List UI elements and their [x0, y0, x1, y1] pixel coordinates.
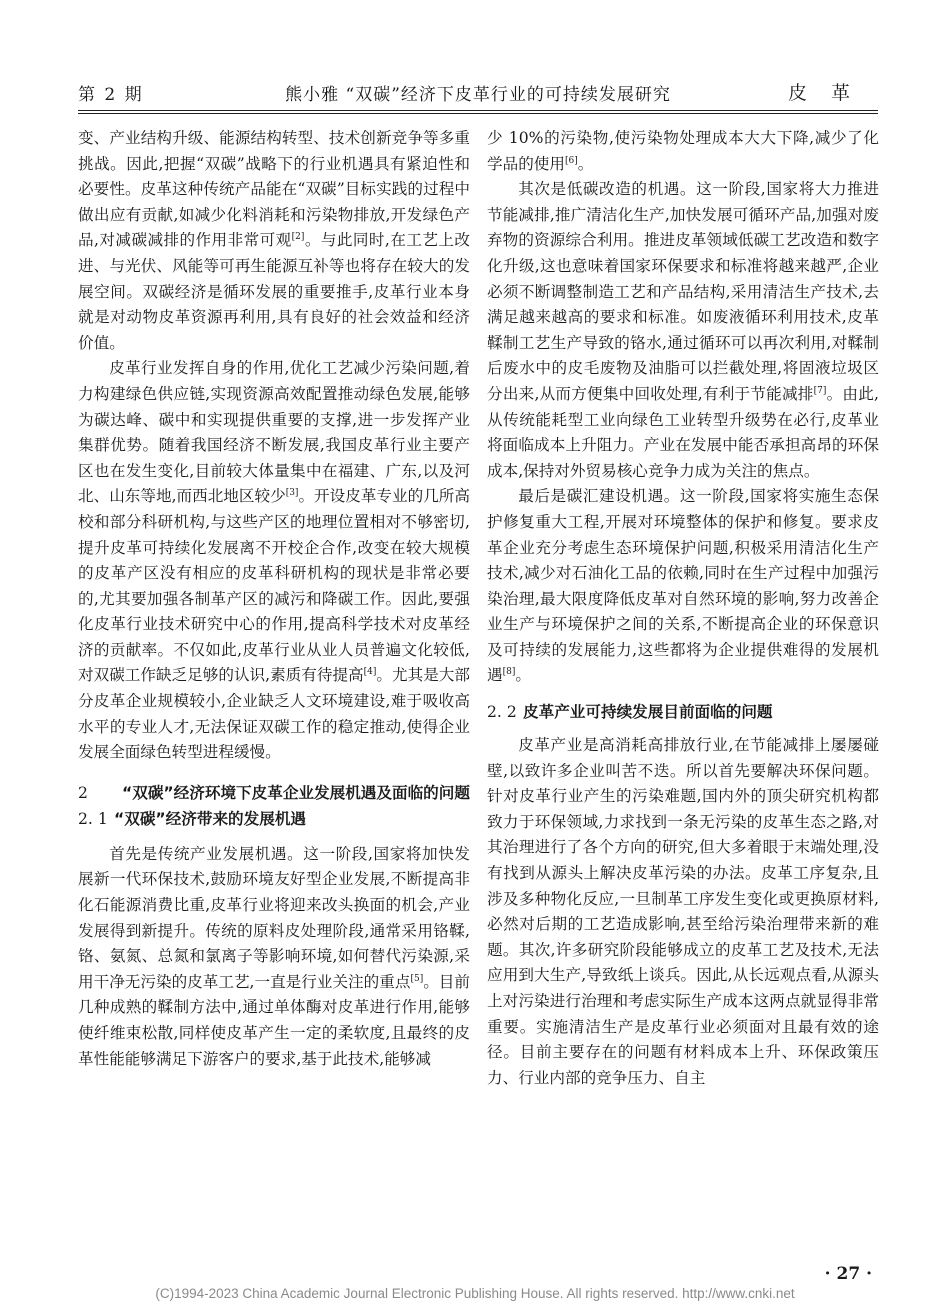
header-rule — [78, 110, 878, 114]
paragraph: 皮革产业是高消耗高排放行业,在节能减排上屡屡碰壁,以致许多企业叫苦不迭。所以首先要解决环保问题。针对皮革行业产生的污染难题,国内外的顶尖研究机构都致力于环保领域,力求找到一条无污染的皮革生态之路,对其治理进行了各个方向的研究,但大多着眼于末端处理,没有找到从源头上解决皮革污染的办法。皮革工序复杂,且涉及多种物化反应,一旦制革工序发生变化或更换原材料,必然对后期的工艺造成影响,甚至给污染治理带来新的难题。其次,许多研究阶段能够成立的皮革工艺及技术,无法应用到大生产,导致纸上谈兵。因此,从长远观点看,从源头上对污染进行治理和考虑实际生产成本这两点就显得非常重要。实施清洁生产是皮革行业必须面对且最有效的途径。目前主要存在的问题有材料成本上升、环保政策压力、行业内部的竞争压力、自主 — [487, 736, 879, 1087]
citation-link[interactable]: [6] — [564, 155, 578, 166]
paragraph: 变、产业结构升级、能源结构转型、技术创新竞争等多重挑战。因此,把握“双碳”战略下的行业机遇具有紧迫性和必要性。皮革这种传统产品能在“双碳”目标实践的过程中做出应有贡献,如减少化料消耗和污染物排放,开发绿色产品,对减碳减排的作用非常可观[2]。与此同时,在工艺上改进、与光伏、风能等可再生能源互补等也将存在较大的发展空间。双碳经济是循环发展的重要推手,皮革行业本身就是对动物皮革资源再利用,具有良好的社会效益和经济价值。 — [78, 129, 470, 352]
running-header — [78, 78, 878, 106]
issue-number: 第 2 期 — [78, 85, 144, 105]
left-column — [78, 126, 470, 1072]
journal-name: 皮革 — [787, 82, 874, 104]
citation-link[interactable]: [3] — [285, 488, 299, 499]
right-column — [487, 126, 879, 1091]
section-heading-2: 2 “双碳”经济环境下皮革企业发展机遇及面临的问题 — [78, 783, 470, 802]
paragraph: 皮革行业发挥自身的作用,优化工艺减少污染问题,着力构建绿色供应链,实现资源高效配置推动绿色发展,能够为碳达峰、碳中和实现提供重要的支撑,进一步发挥产业集群优势。随着我国经济不断发展,我国皮革行业主要产区也在发生变化,目前较大体量集中在福建、广东,以及河北、山东等地,而西北地区较少[3]。开设皮革专业的几所高校和部分科研机构,与这些产区的地理位置相对不够密切,提升皮革可持续化发展离不开校企合作,改变在较大规模的皮革产区没有相应的皮革科研机构的现状是非常必要的,尤其要加强各制革产区的减污和降碳工作。因此,要强化皮革行业技术研究中心的作用,提高科学技术对皮革经济的贡献率。不仅如此,皮革行业从业人员普遍文化较低,对双碳工作缺乏足够的认识,素质有待提高[4]。尤其是大部分皮革企业规模较小,企业缺乏人文环境建设,难于吸收高水平的专业人才,无法保证双碳工作的稳定推动,使得企业发展全面绿色转型进程缓慢。 — [78, 359, 470, 762]
citation-link[interactable]: [7] — [813, 385, 827, 396]
paragraph: 首先是传统产业发展机遇。这一阶段,国家将加快发展新一代环保技术,鼓励环境友好型企业发展,不断提高非化石能源消费比重,皮革行业将迎来改头换面的机会,产业发展得到新提升。传统的原料皮处理阶段,通常采用铬鞣,铬、氨氮、总氮和氯离子等影响环境,如何替代污染源,采用干净无污染的皮革工艺,一直是行业关注的重点[5]。目前几种成熟的鞣制方法中,通过单体酶对皮革进行作用,能够使纤维束松散,同样使皮革产生一定的柔软度,且最终的皮革性能能够满足下游客户的要求,基于此技术,能够减 — [78, 844, 470, 1068]
citation-link[interactable]: [5] — [410, 973, 424, 984]
running-title: 熊小雅 “双碳”经济下皮革行业的可持续发展研究 — [285, 85, 671, 105]
page-number: · 27 · — [824, 1264, 872, 1284]
paragraph: 最后是碳汇建设机遇。这一阶段,国家将实施生态保护修复重大工程,开展对环境整体的保护和修复。要求皮革企业充分考虑生态环境保护问题,积极采用清洁化生产技术,减少对石油化工品的依赖,同时在生产过程中加强污染治理,最大限度降低皮革对自然环境的影响,努力改善企业生产与环境保护之间的关系,不断提高企业的环保意识及可持续的发展能力,这些都将为企业提供难得的发展机遇[8]。 — [487, 487, 879, 685]
section-heading-2-2: 2. 2 皮革产业可持续发展目前面临的问题 — [487, 703, 773, 722]
paragraph: 其次是低碳改造的机遇。这一阶段,国家将大力推进节能减排,推广清洁化生产,加快发展可循环产品,加强对废弃物的资源综合利用。推进皮革领域低碳工艺改造和数字化升级,这也意味着国家环保要求和标准将越来越严,企业必须不断调整制造工艺和产品结构,采用清洁生产技术,去满足越来越高的要求和标准。如废液循环利用技术,皮革鞣制工艺生产导致的铬水,通过循环可以再次利用,对鞣制后废水中的皮毛废物及油脂可以拦截处理,将固液垃圾区分出来,从而方便集中回收处理,有利于节能减排[7]。由此,从传统能耗型工业向绿色工业转型升级势在必行,皮革业将面临成本上升阻力。产业在发展中能否承担高昂的环保成本,保持对外贸易核心竞争力成为关注的焦点。 — [487, 180, 879, 480]
citation-link[interactable]: [2] — [291, 232, 305, 243]
paragraph: 少 10%的污染物,使污染物处理成本大大下降,减少了化学品的使用[6]。 — [487, 129, 879, 173]
citation-link[interactable]: [8] — [502, 667, 516, 678]
section-heading-2-1: 2. 1 “双碳”经济带来的发展机遇 — [78, 809, 307, 828]
copyright-footer: (C)1994-2023 China Academic Journal Electronic Publishing House. All rights reserved. http://www.cnki.net — [155, 1286, 795, 1301]
citation-link[interactable]: [4] — [363, 667, 377, 678]
